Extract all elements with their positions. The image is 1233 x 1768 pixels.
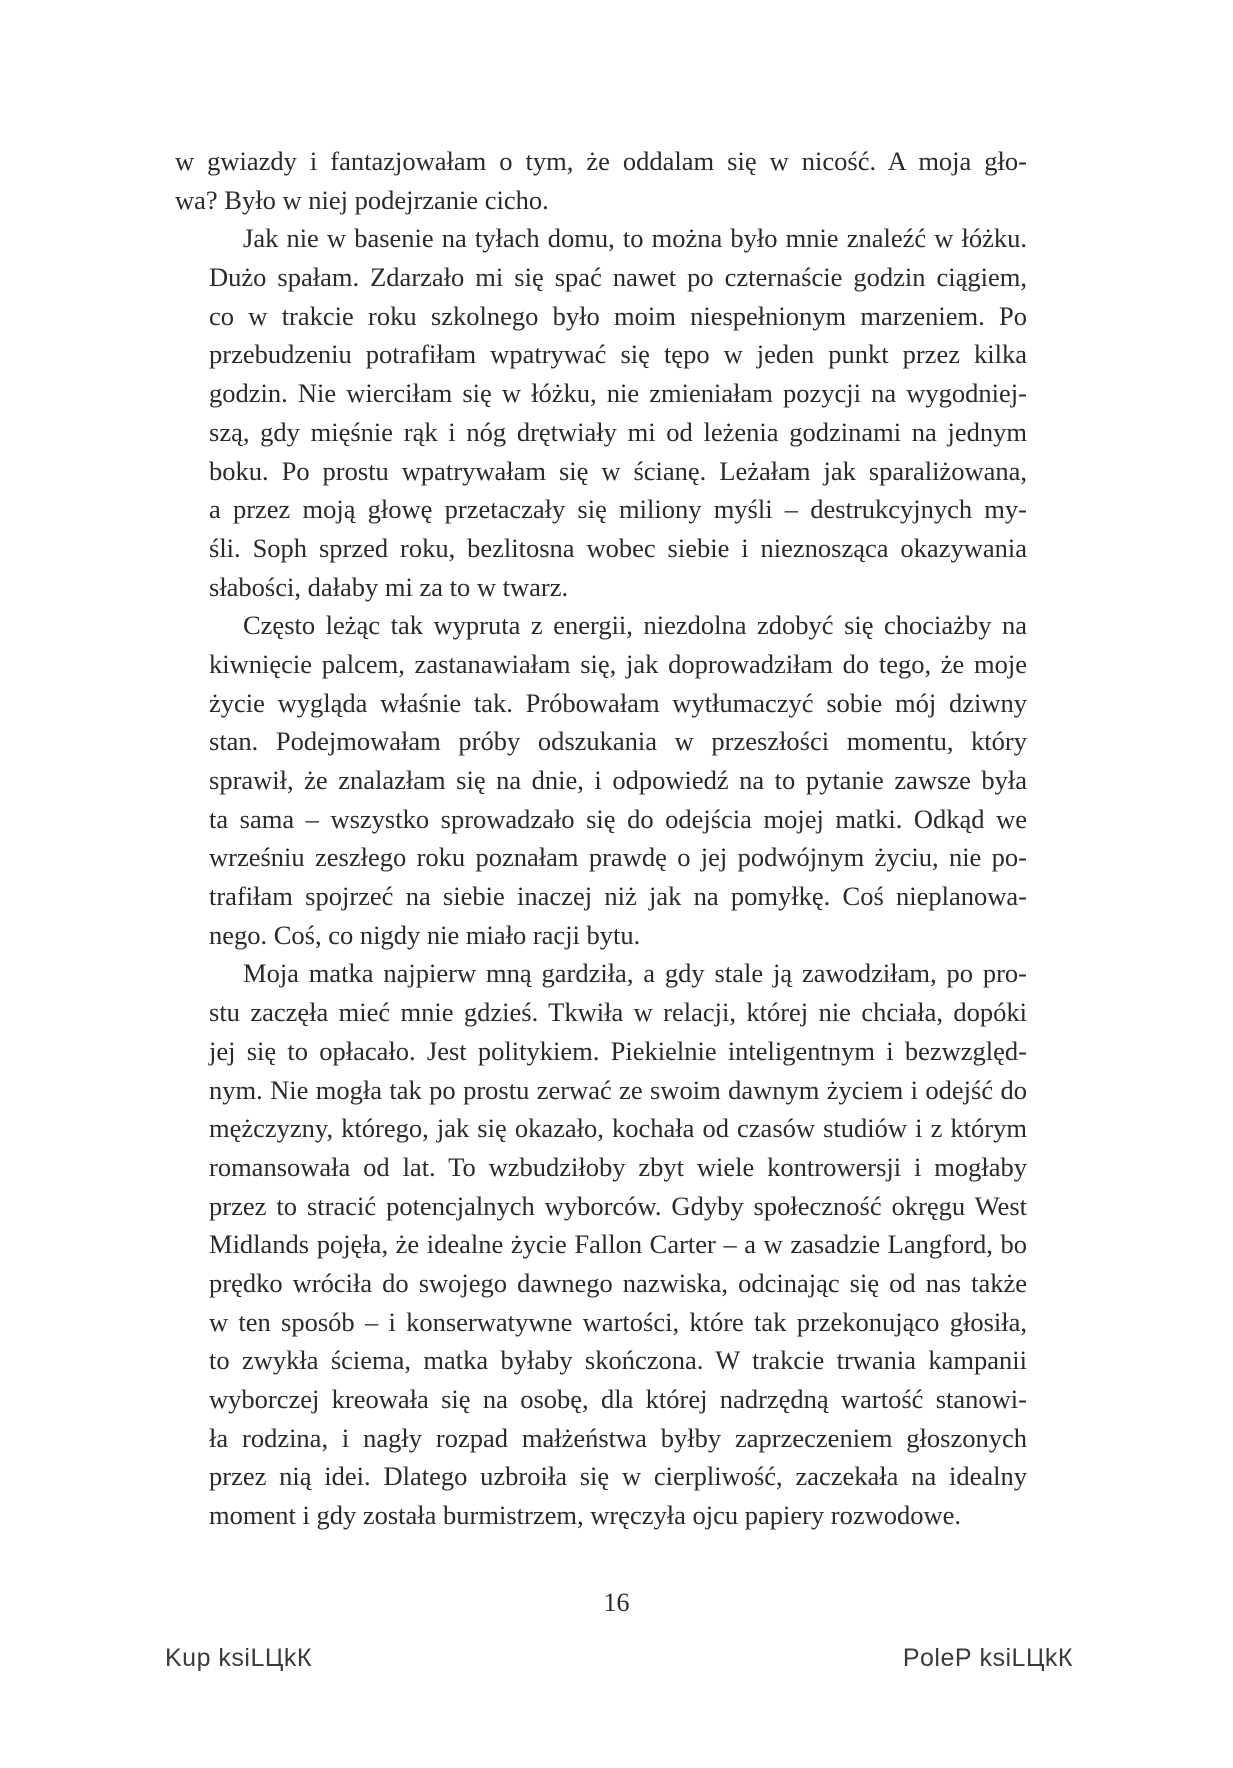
- paragraph: [175, 954, 1027, 1534]
- text-line: Midlands pojęła, że idealne życie Fallon Carter – a w zasadzie Langford, bo: [209, 1229, 1027, 1260]
- text-line: Często leżąc tak wypruta z energii, niezdolna zdobyć się chociażby na: [243, 610, 1027, 641]
- text-line: ta sama – wszystko sprowadzało się do odejścia mojej matki. Odkąd we: [209, 803, 1027, 834]
- text-line: wrześniu zeszłego roku poznałam prawdę o jej podwójnym życiu, nie po-: [209, 842, 1027, 873]
- text-line: a przez moją głowę przetaczały się miliony myśli – destrukcyjnych my-: [209, 494, 1027, 525]
- text-line: boku. Po prostu wpatrywałam się w ścianę. Leżałam jak sparaliżowana,: [209, 455, 1027, 486]
- text-line: stu zaczęła mieć mnie gdzieś. Tkwiła w relacji, której nie chciała, dopóki: [209, 997, 1027, 1028]
- text-line: wa? Było w niej podejrzanie cicho.: [175, 184, 549, 215]
- text-line: przebudzeniu potrafiłam wpatrywać się tępo w jeden punkt przez kilka: [209, 339, 1027, 370]
- text-line: prędko wróciła do swojego dawnego nazwiska, odcinając się od nas także: [209, 1267, 1027, 1298]
- buy-book-link[interactable]: Kup ksiLЦkК: [165, 1644, 312, 1672]
- text-line: mężczyzny, którego, jak się okazało, kochała od czasów studiów i z którym: [209, 1113, 1027, 1144]
- paragraph: [175, 142, 1027, 219]
- text-line: moment i gdy została burmistrzem, wręczyła ojcu papiery rozwodowe.: [209, 1500, 962, 1531]
- text-line: ła rodzina, i nagły rozpad małżeństwa byłby zaprzeczeniem głoszonych: [209, 1422, 1027, 1453]
- text-line: nym. Nie mogła tak po prostu zerwać ze swoim dawnym życiem i odejść do: [209, 1074, 1027, 1105]
- text-line: Moja matka najpierw mną gardziła, a gdy stale ją zawodziłam, po pro-: [243, 958, 1027, 989]
- text-line: godzin. Nie wierciłam się w łóżku, nie zmieniałam pozycji na wygodniej-: [209, 378, 1027, 409]
- paragraph: [175, 606, 1027, 954]
- text-line: jej się to opłacało. Jest politykiem. Piekielnie inteligentnym i bezwzględ-: [209, 1035, 1027, 1066]
- paragraph: [175, 219, 1027, 606]
- text-line: życie wygląda właśnie tak. Próbowałam wytłumaczyć sobie mój dziwny: [209, 687, 1027, 718]
- text-line: przez nią idei. Dlatego uzbroiła się w cierpliwość, zaczekała na idealny: [209, 1461, 1027, 1492]
- body-text: [175, 142, 1027, 1535]
- text-line: śli. Soph sprzed roku, bezlitosna wobec siebie i nieznosząca okazywania: [209, 532, 1027, 563]
- text-line: stan. Podejmowałam próby odszukania w przeszłości momentu, który: [209, 726, 1027, 757]
- text-line: w ten sposób – i konserwatywne wartości, które tak przekonująco głosiła,: [209, 1306, 1027, 1337]
- text-line: słabości, dałaby mi za to w twarz.: [209, 571, 569, 602]
- page-number: 16: [603, 1588, 630, 1617]
- text-line: Jak nie w basenie na tyłach domu, to można było mnie znaleźć w łóżku.: [243, 223, 1027, 254]
- text-line: kiwnięcie palcem, zastanawiałam się, jak doprowadziłam do tego, że moje: [209, 648, 1027, 679]
- text-line: sprawił, że znalazłam się na dnie, i odpowiedź na to pytanie zawsze była: [209, 765, 1027, 795]
- text-line: wyborczej kreowała się na osobę, dla której nadrzędną wartość stanowi-: [209, 1384, 1027, 1414]
- recommend-book-link[interactable]: PoleР ksiLЦkК: [902, 1644, 1073, 1672]
- text-line: szą, gdy mięśnie rąk i nóg drętwiały mi od leżenia godzinami na jednym: [209, 416, 1027, 447]
- text-line: przez to stracić potencjalnych wyborców. Gdyby społeczność okręgu West: [209, 1190, 1027, 1221]
- text-line: nego. Coś, co nigdy nie miało racji bytu.: [209, 919, 641, 950]
- text-line: romansowała od lat. To wzbudziłoby zbyt wiele kontrowersji i mogłaby: [209, 1151, 1027, 1182]
- text-line: Dużo spałam. Zdarzało mi się spać nawet po czternaście godzin ciągiem,: [209, 262, 1027, 293]
- text-line: co w trakcie roku szkolnego było moim niespełnionym marzeniem. Po: [209, 300, 1027, 331]
- text-line: trafiłam spojrzeć na siebie inaczej niż jak na pomyłkę. Coś nieplanowa-: [209, 881, 1027, 912]
- text-line: to zwykła ściema, matka byłaby skończona. W trakcie trwania kampanii: [209, 1345, 1027, 1376]
- text-line: w gwiazdy i fantazjowałam o tym, że oddalam się w nicość. A moja gło-: [175, 146, 1027, 176]
